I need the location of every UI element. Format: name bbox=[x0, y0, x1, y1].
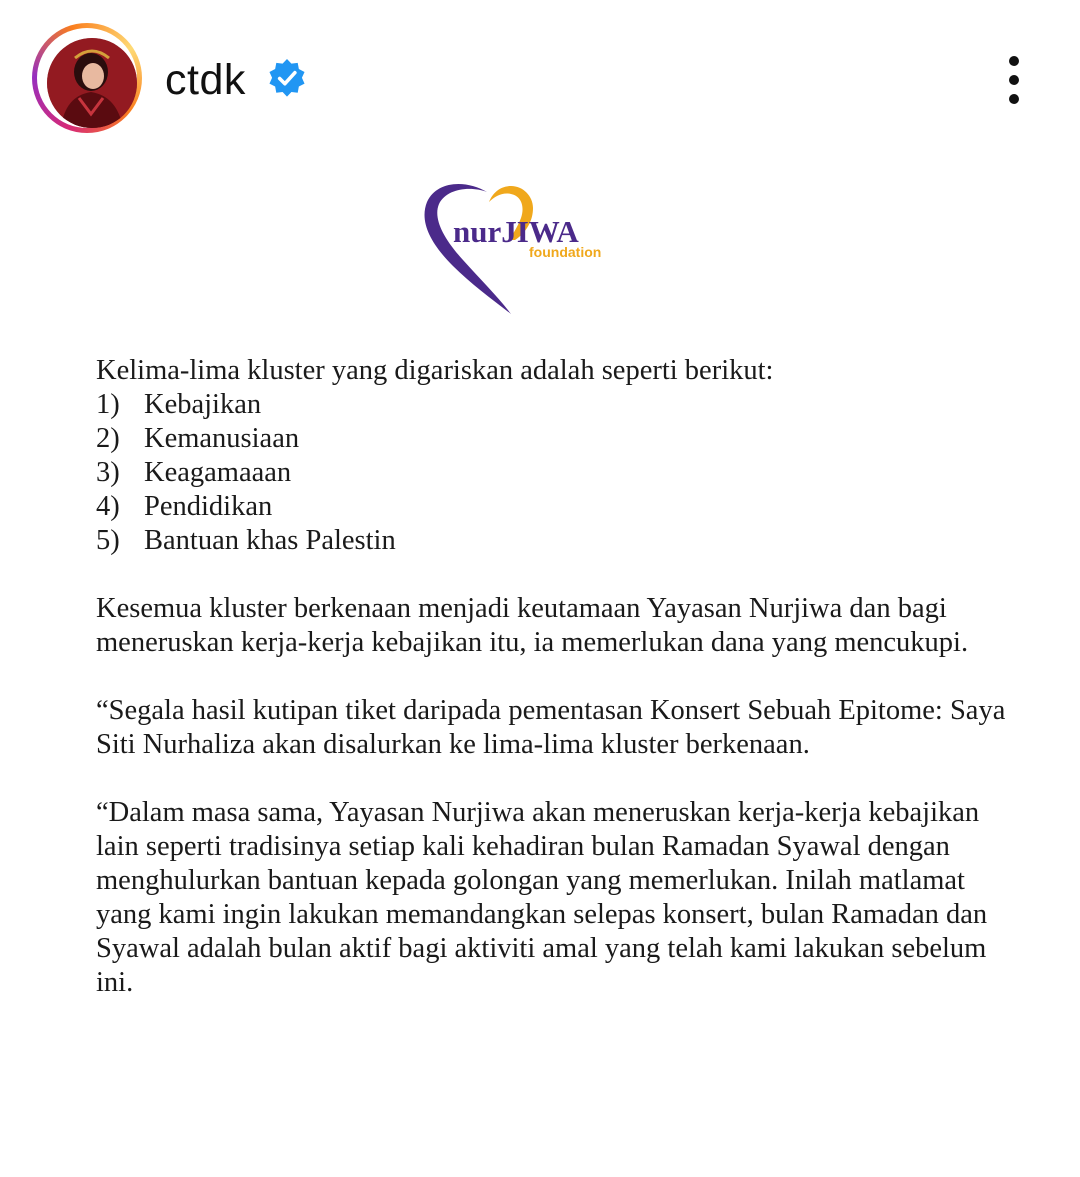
paragraph-2: “Segala hasil kutipan tiket daripada pementasan Konsert Sebuah Epitome: Saya Siti Nurhaliza akan disalurkan ke lima-lima kluster berkenaan. bbox=[96, 695, 1006, 760]
more-options-button[interactable] bbox=[996, 52, 1032, 108]
list-number: 4) bbox=[96, 491, 120, 522]
avatar[interactable] bbox=[47, 38, 137, 128]
logo-subtitle: foundation bbox=[529, 244, 602, 260]
list-item bbox=[96, 490, 1006, 524]
paragraph-1: Kesemua kluster berkenaan menjadi keutamaan Yayasan Nurjiwa dan bagi meneruskan kerja-kerja kebajikan itu, ia memerlukan dana yang mencukupi. bbox=[96, 593, 969, 658]
post-body bbox=[96, 354, 1006, 1000]
list-item bbox=[96, 388, 1006, 422]
list-label: Kebajikan bbox=[144, 389, 262, 420]
list-item bbox=[96, 524, 1006, 558]
verified-badge-icon bbox=[266, 58, 308, 100]
list-number: 5) bbox=[96, 525, 120, 556]
nurjiwa-foundation-logo bbox=[415, 178, 625, 320]
list-number: 1) bbox=[96, 389, 120, 420]
list-item bbox=[96, 422, 1006, 456]
list-label: Kemanusiaan bbox=[144, 423, 300, 454]
list-label: Keagamaaan bbox=[144, 457, 292, 488]
paragraph-3: “Dalam masa sama, Yayasan Nurjiwa akan meneruskan kerja-kerja kebajikan lain seperti tradisinya setiap kali kehadiran bulan Ramadan Syawal dengan menghulurkan bantuan kepada golongan yang memerlukan. Inilah matlamat yang kami ingin lakukan memandangkan selepas konsert, bulan Ramadan dan Syawal adalah bulan aktif bagi aktiviti amal yang telah kami lakukan sebelum ini. bbox=[96, 797, 988, 998]
more-vertical-icon bbox=[1009, 56, 1019, 66]
intro-text: Kelima-lima kluster yang digariskan adalah seperti berikut: bbox=[96, 355, 774, 386]
list-label: Pendidikan bbox=[144, 491, 273, 522]
post-header bbox=[0, 0, 1080, 160]
username[interactable]: ctdk bbox=[165, 56, 246, 104]
list-label: Bantuan khas Palestin bbox=[144, 525, 396, 556]
cluster-list bbox=[96, 388, 1006, 558]
logo-wordmark: nurJIWA bbox=[453, 214, 579, 249]
list-item bbox=[96, 456, 1006, 490]
profile-photo bbox=[47, 38, 137, 128]
list-number: 3) bbox=[96, 457, 120, 488]
list-number: 2) bbox=[96, 423, 120, 454]
avatar-story-ring[interactable] bbox=[32, 23, 142, 133]
